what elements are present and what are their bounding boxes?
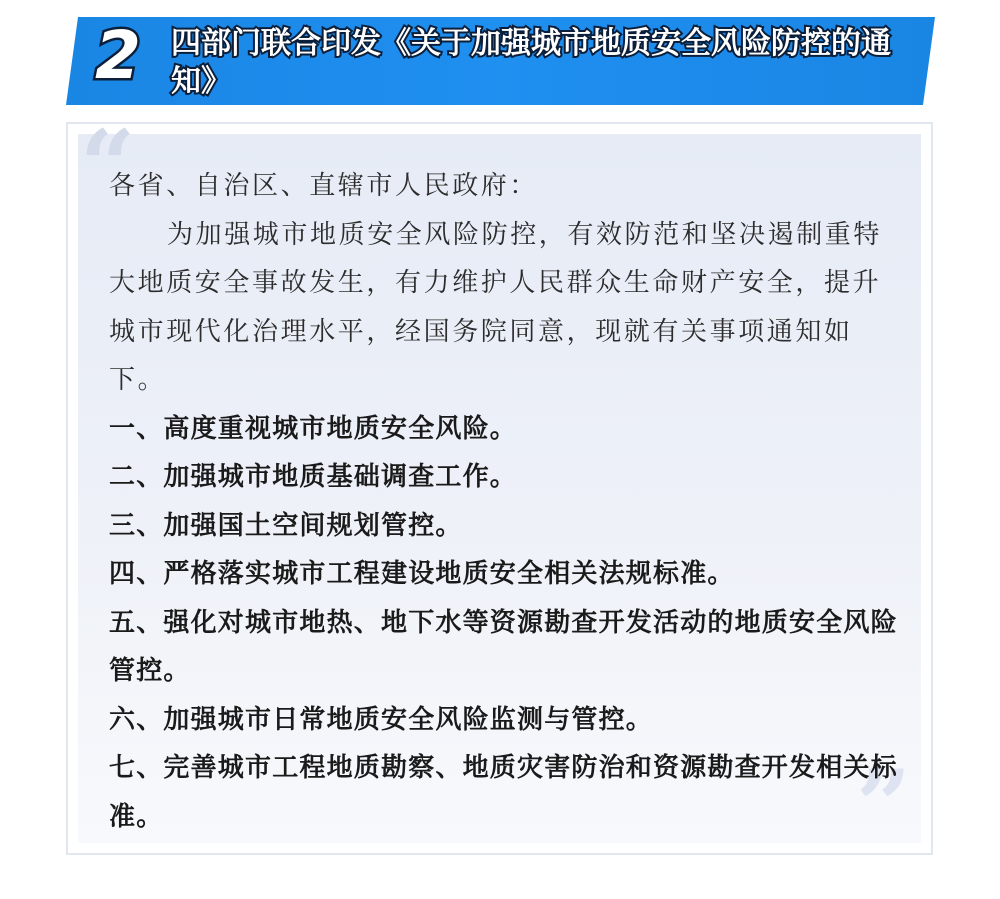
list-item: 六、加强城市日常地质安全风险监测与管控。 bbox=[109, 704, 654, 735]
list-item: 二、加强城市地质基础调查工作。 bbox=[109, 462, 518, 492]
section-number: 2 bbox=[95, 17, 141, 94]
quote-close-icon: ” bbox=[856, 749, 912, 862]
list-item: 五、强化对城市地热、地下水等资源勘查开发活动的地质安全风险管控。 bbox=[109, 607, 898, 686]
intro-paragraph: 为加强城市地质安全风险防控，有效防范和坚决遏制重特大地质安全事故发生，有力维护人民群众生命财产安全，提升城市现代化治理水平，经国务院同意，现就有关事项通知如下。 bbox=[109, 219, 883, 395]
quote-open-icon: “ bbox=[80, 109, 136, 222]
section-title: 四部门联合印发《关于加强城市地质安全风险防控的通知》 bbox=[171, 26, 891, 99]
list-item: 四、严格落实城市工程建设地质安全相关法规标准。 bbox=[109, 559, 735, 589]
list-item: 七、完善城市工程地质勘察、地质灾害防治和资源勘查开发相关标准。 bbox=[109, 753, 898, 832]
salutation: 各省、自治区、直辖市人民政府： bbox=[109, 171, 539, 201]
list-item: 一、高度重视城市地质安全风险。 bbox=[109, 413, 518, 444]
document-body bbox=[109, 162, 909, 841]
list-item: 三、加强国土空间规划管控。 bbox=[109, 510, 463, 541]
